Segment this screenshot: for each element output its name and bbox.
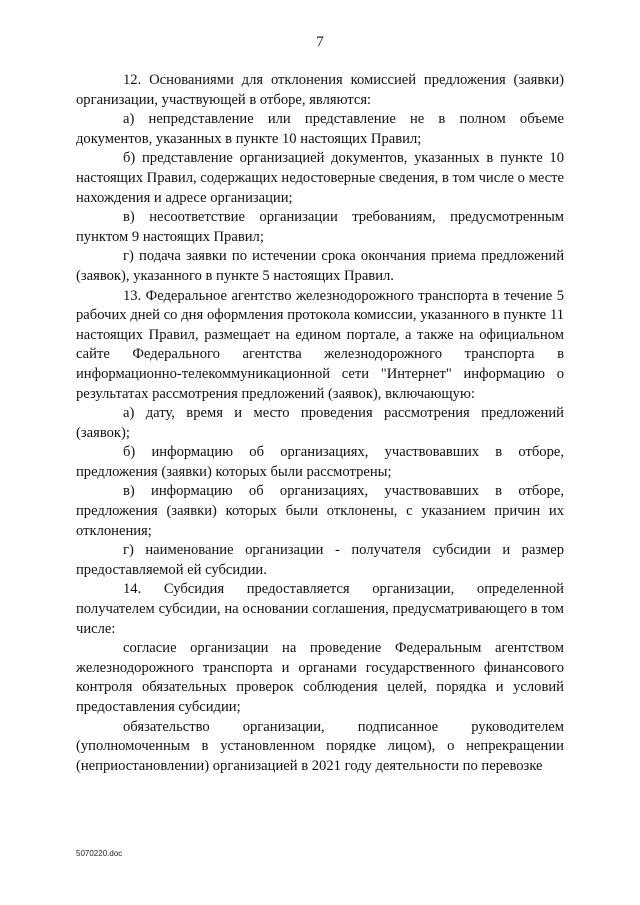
paragraph-13-v: в) информацию об организациях, участвовавших в отборе, предложения (заявки) которых были отклонены, с указанием причин их отклонения;: [76, 483, 564, 539]
paragraph-13-b: б) информацию об организациях, участвовавших в отборе, предложения (заявки) которых были рассмотрены;: [76, 444, 564, 480]
paragraph-12-v: в) несоответствие организации требованиям, предусмотренным пунктом 9 настоящих Правил;: [76, 209, 564, 245]
file-name-footer: 5070220.doc: [76, 849, 123, 858]
paragraph-14-intro: 14. Субсидия предоставляется организации, определенной получателем субсидии, на основании соглашения, предусматривающего в том числе:: [76, 581, 564, 637]
paragraph-12-b: б) представление организацией документов, указанных в пункте 10 настоящих Правил, содержащих недостоверные сведения, в том числе о месте нахождения и адресе организации;: [76, 150, 564, 206]
paragraph-14-obligation: обязательство организации, подписанное руководителем (уполномоченным в установленном порядке лицом), о непрекращении (неприостановлении) организацией в 2021 году деятельности по перевозке: [76, 718, 564, 774]
page-number: 7: [316, 34, 324, 50]
paragraph-13-a: а) дату, время и место проведения рассмотрения предложений (заявок);: [76, 405, 564, 441]
paragraph-13-intro: 13. Федеральное агентство железнодорожного транспорта в течение 5 рабочих дней со дня оформления протокола комиссии, указанного в пункте 11 настоящих Правил, размещает на едином портале, а также на официальном сайте Федерального агентства железнодорожного транспорта в информационно-телекоммуникационной сети "Интернет" информацию о результатах рассмотрения предложений (заявок), включающую:: [76, 287, 564, 402]
document-body: [76, 71, 564, 776]
paragraph-12-intro: 12. Основаниями для отклонения комиссией предложения (заявки) организации, участвующей в отборе, являются:: [76, 72, 564, 108]
paragraph-12-g: г) подача заявки по истечении срока окончания приема предложений (заявок), указанного в пункте 5 настоящих Правил.: [76, 248, 564, 284]
paragraph-14-consent: согласие организации на проведение Федеральным агентством железнодорожного транспорта и органами государственного финансового контроля обязательных проверок соблюдения целей, порядка и условий предоставления субсидии;: [76, 640, 564, 715]
paragraph-13-g: г) наименование организации - получателя субсидии и размер предоставляемой ей субсидии.: [76, 542, 564, 578]
paragraph-12-a: а) непредставление или представление не в полном объеме документов, указанных в пункте 10 настоящих Правил;: [76, 111, 564, 147]
